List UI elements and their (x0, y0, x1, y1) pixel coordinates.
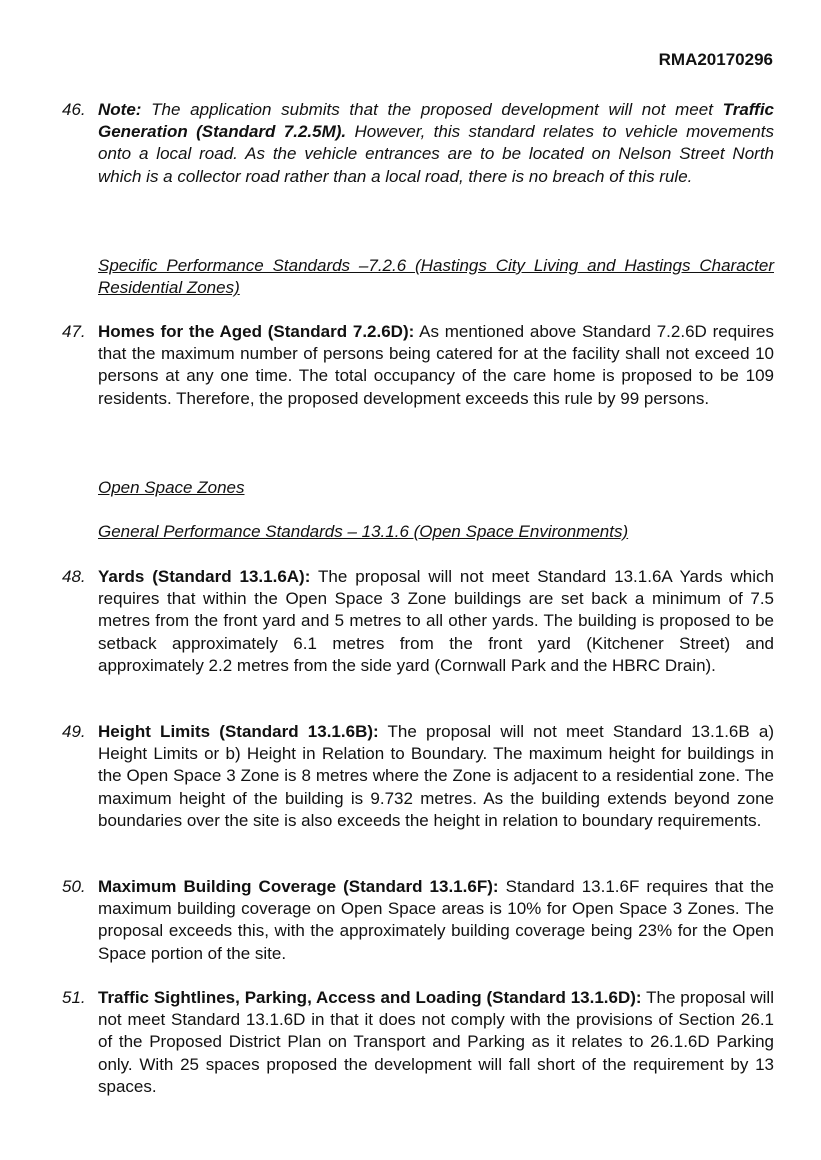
section-heading-specific: Specific Performance Standards –7.2.6 (Hastings City Living and Hastings Character Residential Zones) (98, 256, 774, 298)
paragraph-text (98, 566, 774, 677)
paragraph-number: 47. (62, 322, 86, 341)
paragraph-number: 51. (62, 988, 86, 1007)
section-heading-open-space: Open Space Zones (98, 478, 245, 497)
paragraph-50 (62, 876, 774, 965)
paragraph-49 (62, 721, 774, 832)
paragraph-lead: Homes for the Aged (Standard 7.2.6D): (98, 322, 415, 341)
paragraph-text (98, 321, 774, 410)
text-segment: However, this standard relates to vehicle movements onto a local road. As the vehicle entrances are to be located on Nelson Street North which is a collector road rather than a local road, there is no breach of this rule. (98, 122, 774, 186)
note-label: Note: (98, 100, 142, 119)
paragraph-lead: Maximum Building Coverage (Standard 13.1.6F): (98, 877, 499, 896)
paragraph-lead: Yards (Standard 13.1.6A): (98, 567, 311, 586)
paragraph-lead: Traffic Sightlines, Parking, Access and Loading (Standard 13.1.6D): (98, 988, 642, 1007)
text-segment: The application submits that the proposed development will not meet (141, 100, 723, 119)
paragraph-51 (62, 987, 774, 1098)
paragraph-text (98, 99, 774, 188)
paragraph-text (98, 876, 774, 965)
standard-reference: Traffic Generation (Standard 7.2.5M). (98, 100, 774, 142)
paragraph-text (98, 721, 774, 832)
paragraph-number: 48. (62, 567, 86, 586)
paragraph-46 (62, 99, 774, 188)
paragraph-lead: Height Limits (Standard 13.1.6B): (98, 722, 379, 741)
paragraph-number: 49. (62, 722, 86, 741)
text-segment: Standard 13.1.6F requires that the maximum building coverage on Open Space areas is 10% for Open Space 3 Zones. The proposal exceeds this, with the approximately building coverage being 23% for the Open Space portion of the site. (98, 877, 775, 963)
section-heading-general: General Performance Standards – 13.1.6 (Open Space Environments) (98, 522, 629, 541)
paragraph-48 (62, 566, 774, 677)
text-segment: The proposal will not meet Standard 13.1.6D in that it does not comply with the provisions of Section 26.1 of the Proposed District Plan on Transport and Parking as it relates to 26.1.6D Parking only. With 25 spaces proposed the development will fall short of the requirement by 13 spaces. (98, 988, 774, 1096)
paragraph-number: 50. (62, 877, 86, 896)
text-segment: As mentioned above Standard 7.2.6D requires that the maximum number of persons being catered for at the facility shall not exceed 10 persons at any one time. The total occupancy of the care home is proposed to be 109 residents. Therefore, the proposed development exceeds this rule by 99 persons. (98, 322, 774, 408)
paragraph-number: 46. (62, 100, 86, 119)
text-segment: The proposal will not meet Standard 13.1.6B a) Height Limits or b) Height in Relation to Boundary. The maximum height for buildings in the Open Space 3 Zone is 8 metres where the Zone is adjacent to a residential zone. The maximum height of the building is 9.732 metres. As the building extends beyond zone boundaries over the site is also exceeds the height in relation to boundary requirements. (98, 722, 774, 830)
paragraph-47 (62, 321, 774, 410)
text-segment: The proposal will not meet Standard 13.1.6A Yards which requires that within the Open Space 3 Zone buildings are set back a minimum of 7.5 metres from the front yard and 5 metres to all other yards. The building is proposed to be setback approximately 6.1 metres from the front yard (Kitchener Street) and approximately 2.2 metres from the side yard (Cornwall Park and the HBRC Drain). (98, 567, 774, 675)
paragraph-text (98, 987, 774, 1098)
reference-number: RMA20170296 (658, 50, 773, 69)
